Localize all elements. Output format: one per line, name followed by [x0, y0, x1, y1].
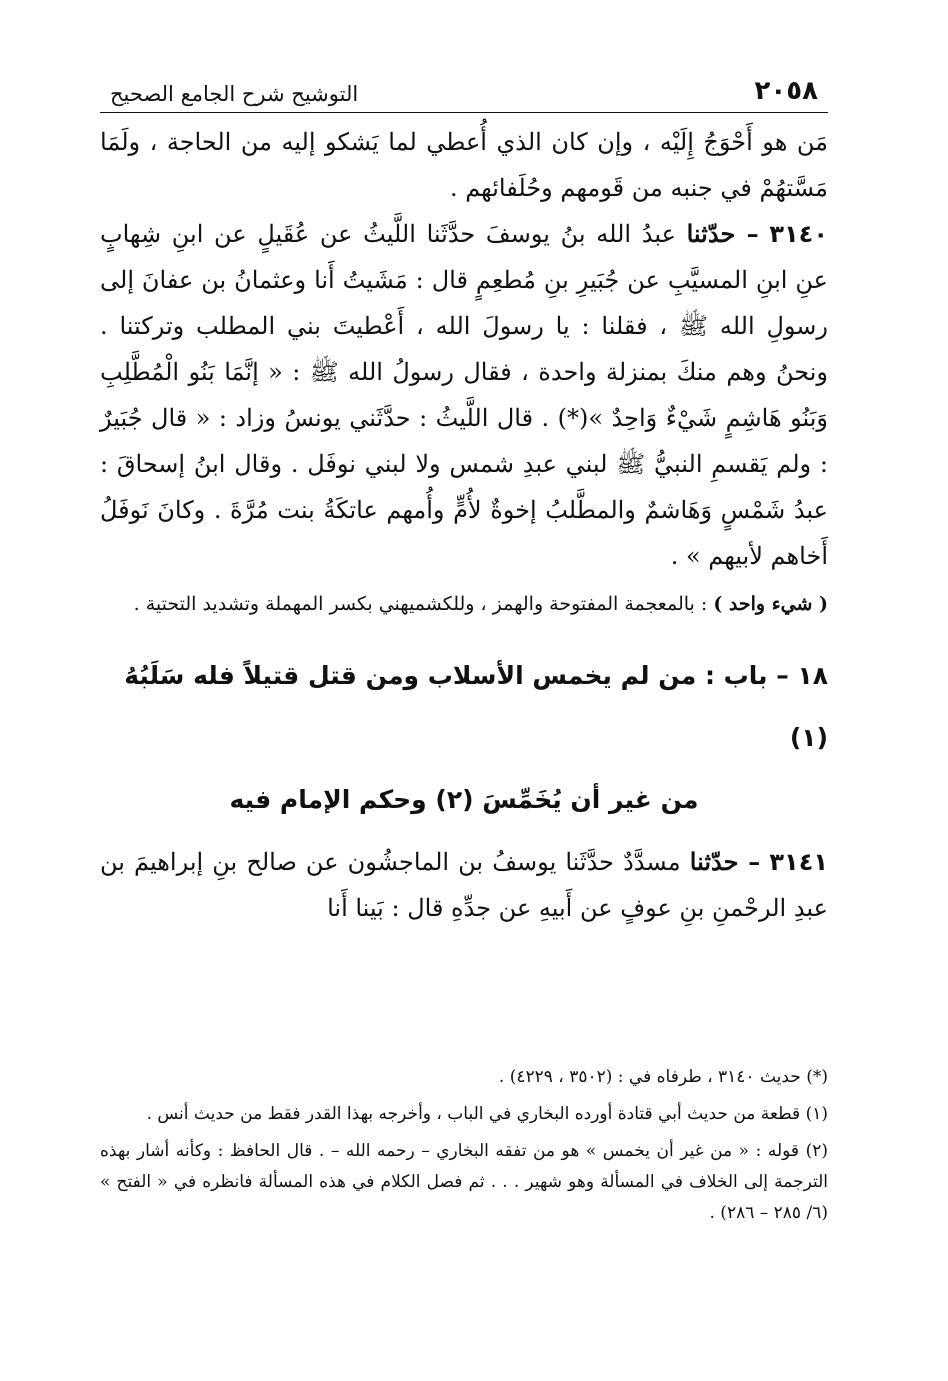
note-term: ( شيء واحد )	[713, 593, 828, 615]
footnote-star: (*) حديث ٣١٤٠ ، طرفاه في : (٣٥٠٢ ، ٤٢٢٩) .	[498, 1067, 828, 1087]
hadith-number: ٣١٤١	[769, 848, 828, 876]
footnote-2: (٢) قوله : « من غير أن يخمس » هو من تفقه البخاري – رحمه الله – . قال الحافظ : وكأنه أشار بهذه الترجمة إلى الخلاف في المسألة وهو شهير . . . ثم فصل الكلام في هذه المسألة فانظره في « الفتح » (٦/ ٢٨٥ – ٢٨٦) .	[100, 1141, 828, 1223]
chapter-title-line2: من غير أن يُخَمِّسَ (٢) وحكم الإمام فيه	[229, 785, 699, 814]
hadith-number: ٣١٤٠	[769, 220, 828, 248]
hadith-text: عبدُ الله بنُ يوسفَ حدَّثَنا اللَّيثُ عن عُقَيلٍ عن ابنِ شِهابٍ عنِ ابنِ المسيَّبِ عن جُبَيرِ بنِ مُطعِمٍ قال : مَشَيتُ أَنا وعثمانُ بن عفانَ إلى رسولِ الله ﷺ ، فقلنا : يا رسولَ الله ، أَعْطيتَ بني المطلب وتركتنا . ونحنُ وهم منكَ بمنزلة واحدة ، فقال رسولُ الله ﷺ : « إنَّمَا بَنُو الْمُطَّلِبِ وَبَنُو هَاشِمٍ شَيْءٌ وَاحِدٌ »(*) . قال اللَّيثُ : حدَّثَني يونسُ وزاد : « قال جُبَيرٌ : ولم يَقسمِ النبيُّ ﷺ لبني عبدِ شمس ولا لبني نوفَل . وقال ابنُ إسحاقَ : عبدُ شَمْسٍ وَهَاشمٌ والمطَّلبُ إخوةٌ لأُمٍّ وأُمهم عاتكَةُ بنت مُرَّةَ . وكانَ نَوفَلُ أَخاهم لأبيهم » .	[100, 220, 828, 570]
hadith-3140-note	[100, 587, 828, 621]
hadith-3141	[100, 839, 828, 931]
hadith-intro: – حدّثنا	[689, 847, 761, 876]
footnotes	[100, 1062, 828, 1235]
running-title: التوشيح شرح الجامع الصحيح	[110, 82, 359, 106]
chapter-heading	[100, 645, 828, 831]
hadith-text: مسدَّدٌ حدَّثَنا يوسفُ بن الماجشُون عن صالح بنِ إبراهيمَ بن عبدِ الرحْمنِ بنِ عوفٍ عن أَبيهِ عن جدِّهِ قال : بَينا أَنا	[100, 848, 828, 922]
hadith-3140	[100, 211, 828, 579]
footnote-1: (١) قطعة من حديث أبي قتادة أورده البخاري في الباب ، وأخرجه بهذا القدر فقط من حديث أنس .	[146, 1104, 828, 1124]
note-text: : بالمعجمة المفتوحة والهمز ، وللكشميهني بكسر المهملة وتشديد التحتية .	[133, 593, 708, 615]
chapter-title-line1: ١٨ – باب : من لم يخمس الأسلاب ومن قتل قتيلاً فله سَلَبُهُ (١)	[124, 661, 828, 752]
page-header	[100, 60, 828, 113]
page-number: ٢٠٥٨	[754, 76, 818, 106]
continuation-paragraph: مَن هو أَحْوَجُ إِلَيْه ، وإن كان الذي أُعطي لما يَشكو إليه من الحاجة ، ولَمَا مَسَّتهُمْ في جنبه من قَومهم وحُلَفائهم .	[100, 128, 828, 202]
hadith-intro: – حدّثنا	[686, 219, 759, 248]
page	[100, 60, 828, 931]
